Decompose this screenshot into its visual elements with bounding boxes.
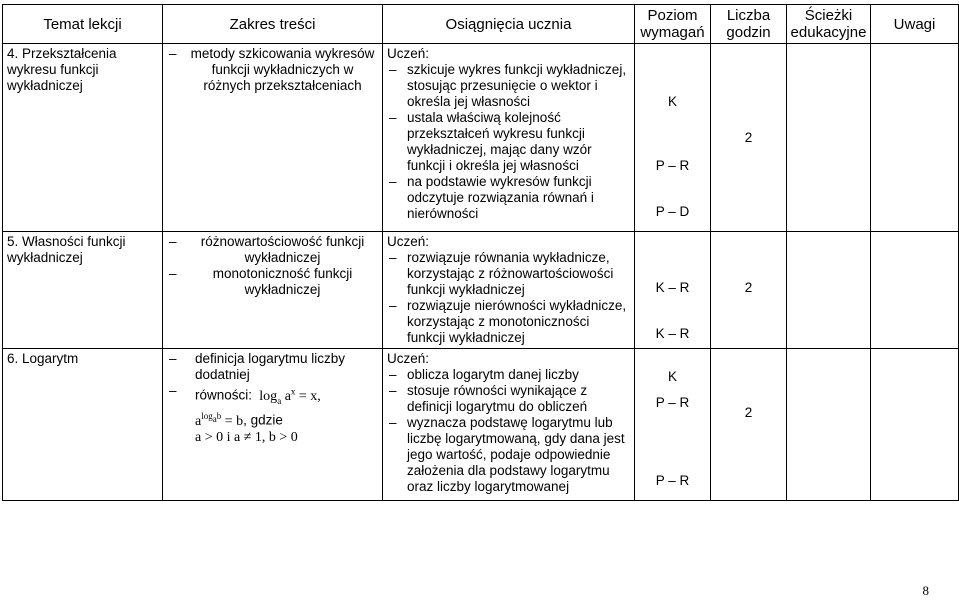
header-topic: Temat lekcji (3, 5, 163, 44)
header-hours: Liczba godzin (711, 5, 787, 44)
level-cell (635, 44, 711, 232)
hours-value: 2 (744, 130, 753, 145)
scope-cell (163, 44, 383, 232)
achievement-item: – rozwiązuje nierówności wykładnicze, korzystając z monotoniczności funkcji wykładniczej (387, 298, 630, 346)
paths-cell (787, 232, 871, 349)
achievements-cell (383, 349, 635, 501)
header-notes: Uwagi (871, 5, 959, 44)
hours-cell (711, 232, 787, 349)
level-value: K (667, 94, 677, 109)
power-formula: $a^{log_ab} = b$ (195, 411, 244, 430)
scope-gdzie: , gdzie (243, 413, 283, 429)
notes-cell (871, 349, 959, 501)
topic-cell (3, 232, 163, 349)
scope-formula-line (167, 408, 378, 430)
scope-cell (163, 232, 383, 349)
table-row (3, 349, 959, 501)
topic-text: 6. Logarytm (7, 351, 79, 366)
student-label: Uczeń: (387, 351, 430, 366)
achievement-item: – ustala właściwą kolejność przekształceń wykresu funkcji wykładniczej, mając dany wzór funkcji i określa jej własności (387, 110, 630, 174)
scope-item: – metody szkicowania wykresów funkcji wykładniczych w różnych przekształceniach (167, 46, 378, 94)
hours-value: 2 (744, 280, 753, 295)
scope-equalities-label: równości: (195, 387, 253, 403)
topic-cell (3, 349, 163, 501)
scope-cell (163, 349, 383, 501)
scope-condition: a > 0 i a ≠ 1, b > 0 (195, 430, 298, 446)
scope-item (167, 351, 378, 383)
level-value: P – D (655, 204, 690, 219)
scope-item: – monotoniczność funkcji wykładniczej (167, 266, 378, 298)
hours-value: 2 (744, 405, 753, 420)
paths-cell (787, 44, 871, 232)
curriculum-table (2, 4, 959, 501)
achievement-item: – szkicuje wykres funkcji wykładniczej, stosując przesunięcie o wektor i określa jej własności (387, 62, 630, 110)
student-label: Uczeń: (387, 46, 430, 61)
table-row (3, 232, 959, 349)
paths-cell (787, 349, 871, 501)
scope-item (167, 383, 378, 408)
level-value: P – R (655, 473, 690, 488)
achievement-item: – na podstawie wykresów funkcji odczytuje rozwiązania równań i nierówności (387, 174, 630, 222)
achievement-item: – oblicza logarytm danej liczby (387, 367, 630, 383)
table-row (3, 44, 959, 232)
level-cell (635, 349, 711, 501)
hours-cell (711, 349, 787, 501)
scope-item: – różnowartościowość funkcji wykładniczej (167, 234, 378, 266)
notes-cell (871, 232, 959, 349)
topic-cell (3, 44, 163, 232)
log-formula: $\log_a a^x = x$, (255, 386, 321, 406)
achievements-cell (383, 232, 635, 349)
page-number: 8 (922, 583, 929, 598)
achievements-cell (383, 44, 635, 232)
topic-text: 4. Przekształcenia wykresu funkcji wykładniczej (7, 46, 117, 93)
header-paths: Ścieżki edukacyjne (787, 5, 871, 44)
level-value: P – R (655, 395, 690, 410)
level-value: K – R (655, 326, 690, 341)
level-value: K – R (655, 280, 690, 295)
hours-cell (711, 44, 787, 232)
topic-text: 5. Własności funkcji wykładniczej (7, 234, 126, 265)
header-row (3, 5, 959, 44)
header-achievements: Osiągnięcia ucznia (383, 5, 635, 44)
achievement-item: – stosuje równości wynikające z definicji logarytmu do obliczeń (387, 383, 630, 415)
header-level: Poziom wymagań (635, 5, 711, 44)
scope-definition: definicja logarytmu liczby dodatniej (195, 351, 346, 382)
level-cell (635, 232, 711, 349)
level-value: P – R (655, 158, 690, 173)
student-label: Uczeń: (387, 234, 430, 249)
level-value: K (667, 369, 677, 384)
achievement-item: – wyznacza podstawę logarytmu lub liczbę logarytmowaną, gdy dana jest jego wartość, podaje odpowiednie założenia dla podstawy logarytmu oraz liczby logarytmowanej (387, 415, 630, 495)
notes-cell (871, 44, 959, 232)
achievement-item: – rozwiązuje równania wykładnicze, korzystając z różnowartościowości funkcji wykładniczej (387, 250, 630, 298)
header-scope: Zakres treści (163, 5, 383, 44)
